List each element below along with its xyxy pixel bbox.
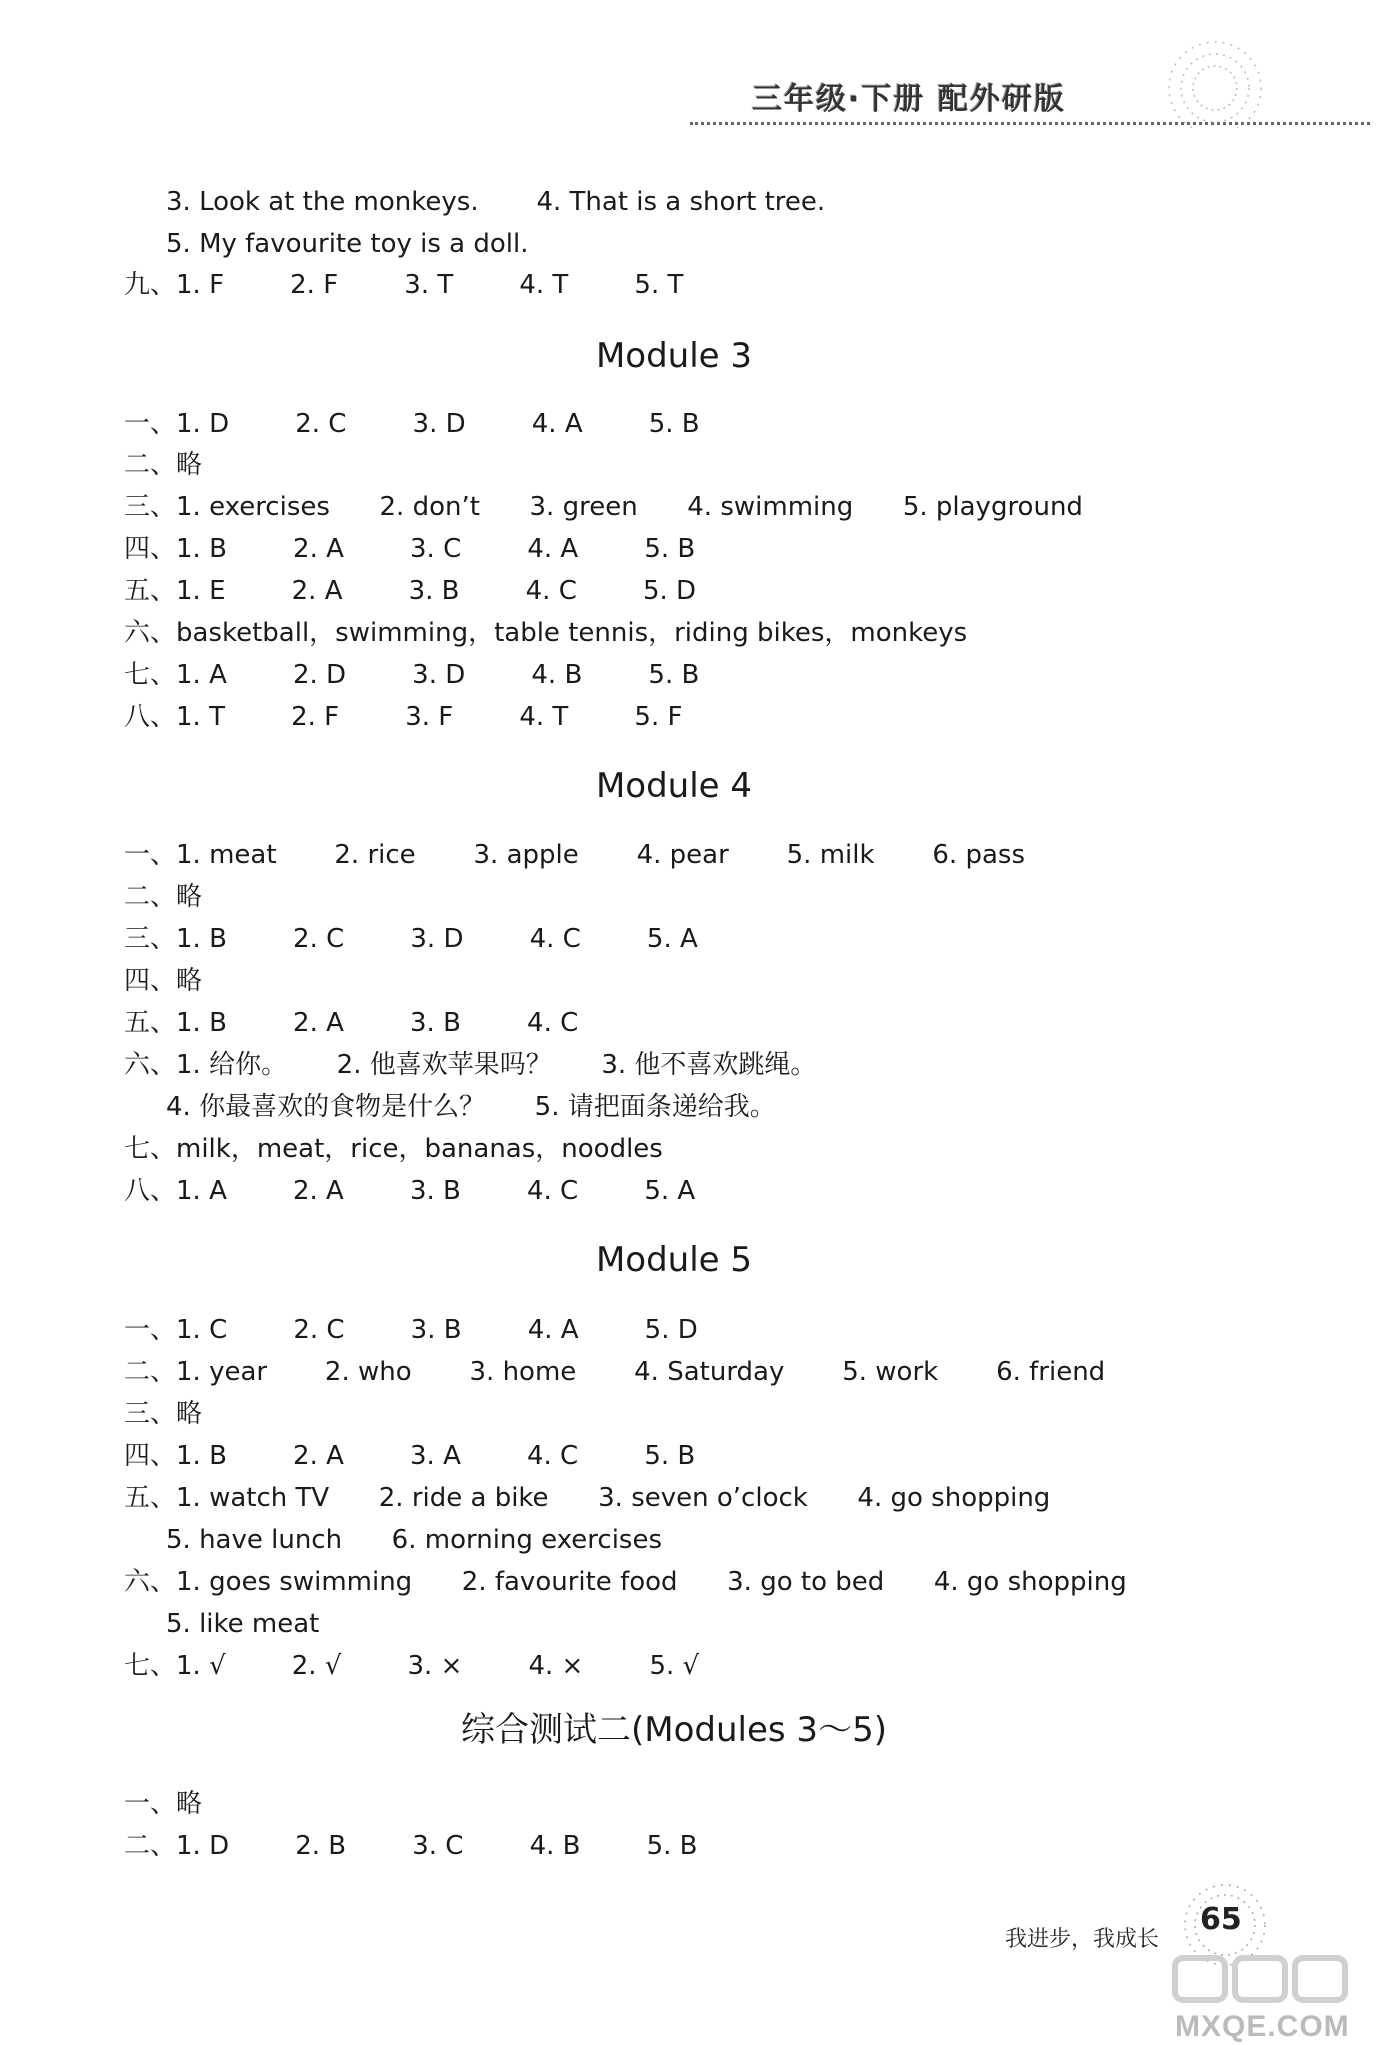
answer-line: 3. Look at the monkeys. 4. That is a short tree. (166, 187, 826, 217)
answer-line: 三、1. B 2. C 3. D 4. C 5. A (124, 924, 698, 954)
answer-line: 三、略 (124, 1399, 203, 1429)
answer-line: 一、1. D 2. C 3. D 4. A 5. B (124, 409, 700, 439)
answer-line: 四、1. B 2. A 3. C 4. A 5. B (124, 534, 696, 564)
header-dots-decoration (1150, 28, 1280, 128)
section-heading: Module 4 (595, 766, 753, 806)
answer-line: 五、1. B 2. A 3. B 4. C (124, 1008, 579, 1038)
answer-line: 5. have lunch 6. morning exercises (166, 1525, 663, 1555)
answer-line: 六、basketball，swimming，table tennis，riding bikes，monkeys (124, 618, 968, 648)
answer-line: 4. 你最喜欢的食物是什么？ 5. 请把面条递给我。 (166, 1092, 776, 1122)
answer-line: 5. My favourite toy is a doll. (166, 229, 529, 259)
answer-line: 二、略 (124, 882, 203, 912)
answer-line: 五、1. watch TV 2. ride a bike 3. seven o’clock 4. go shopping (124, 1483, 1051, 1513)
answer-line: 五、1. E 2. A 3. B 4. C 5. D (124, 576, 697, 606)
answer-line: 二、1. year 2. who 3. home 4. Saturday 5. work 6. friend (124, 1357, 1106, 1387)
answer-line: 八、1. A 2. A 3. B 4. C 5. A (124, 1176, 696, 1206)
header-title: 三年级·下册 配外研版 (752, 82, 1066, 117)
answer-line: 四、略 (124, 966, 203, 996)
answer-line: 六、1. 给你。 2. 他喜欢苹果吗？ 3. 他不喜欢跳绳。 (124, 1050, 817, 1080)
answer-line: 七、milk，meat，rice，bananas，noodles (124, 1134, 663, 1164)
answer-line: 一、1. meat 2. rice 3. apple 4. pear 5. milk 6. pass (124, 840, 1025, 870)
answer-line: 一、1. C 2. C 3. B 4. A 5. D (124, 1315, 698, 1345)
answer-line: 一、略 (124, 1789, 203, 1819)
answer-line: 二、1. D 2. B 3. C 4. B 5. B (124, 1831, 698, 1861)
answer-line: 三、1. exercises 2. don’t 3. green 4. swimming 5. playground (124, 492, 1083, 522)
footer-slogan: 我进步，我成长 (1005, 1927, 1160, 1952)
answer-line: 七、1. √ 2. √ 3. × 4. × 5. √ (124, 1651, 700, 1681)
answer-line: 5. like meat (166, 1609, 320, 1639)
answer-line: 四、1. B 2. A 3. A 4. C 5. B (124, 1441, 696, 1471)
section-heading: 综合测试二(Modules 3～5) (461, 1710, 887, 1750)
watermark-url: MXQE.COM (1175, 2010, 1350, 2043)
answer-line: 六、1. goes swimming 2. favourite food 3. go to bed 4. go shopping (124, 1567, 1127, 1597)
section-heading: Module 3 (595, 336, 753, 376)
page-number: 65 (1200, 1902, 1242, 1937)
answer-line: 九、1. F 2. F 3. T 4. T 5. T (124, 270, 684, 300)
answer-line: 七、1. A 2. D 3. D 4. B 5. B (124, 660, 700, 690)
section-heading: Module 5 (595, 1240, 753, 1280)
answer-line: 八、1. T 2. F 3. F 4. T 5. F (124, 702, 683, 732)
answer-line: 二、略 (124, 450, 203, 480)
